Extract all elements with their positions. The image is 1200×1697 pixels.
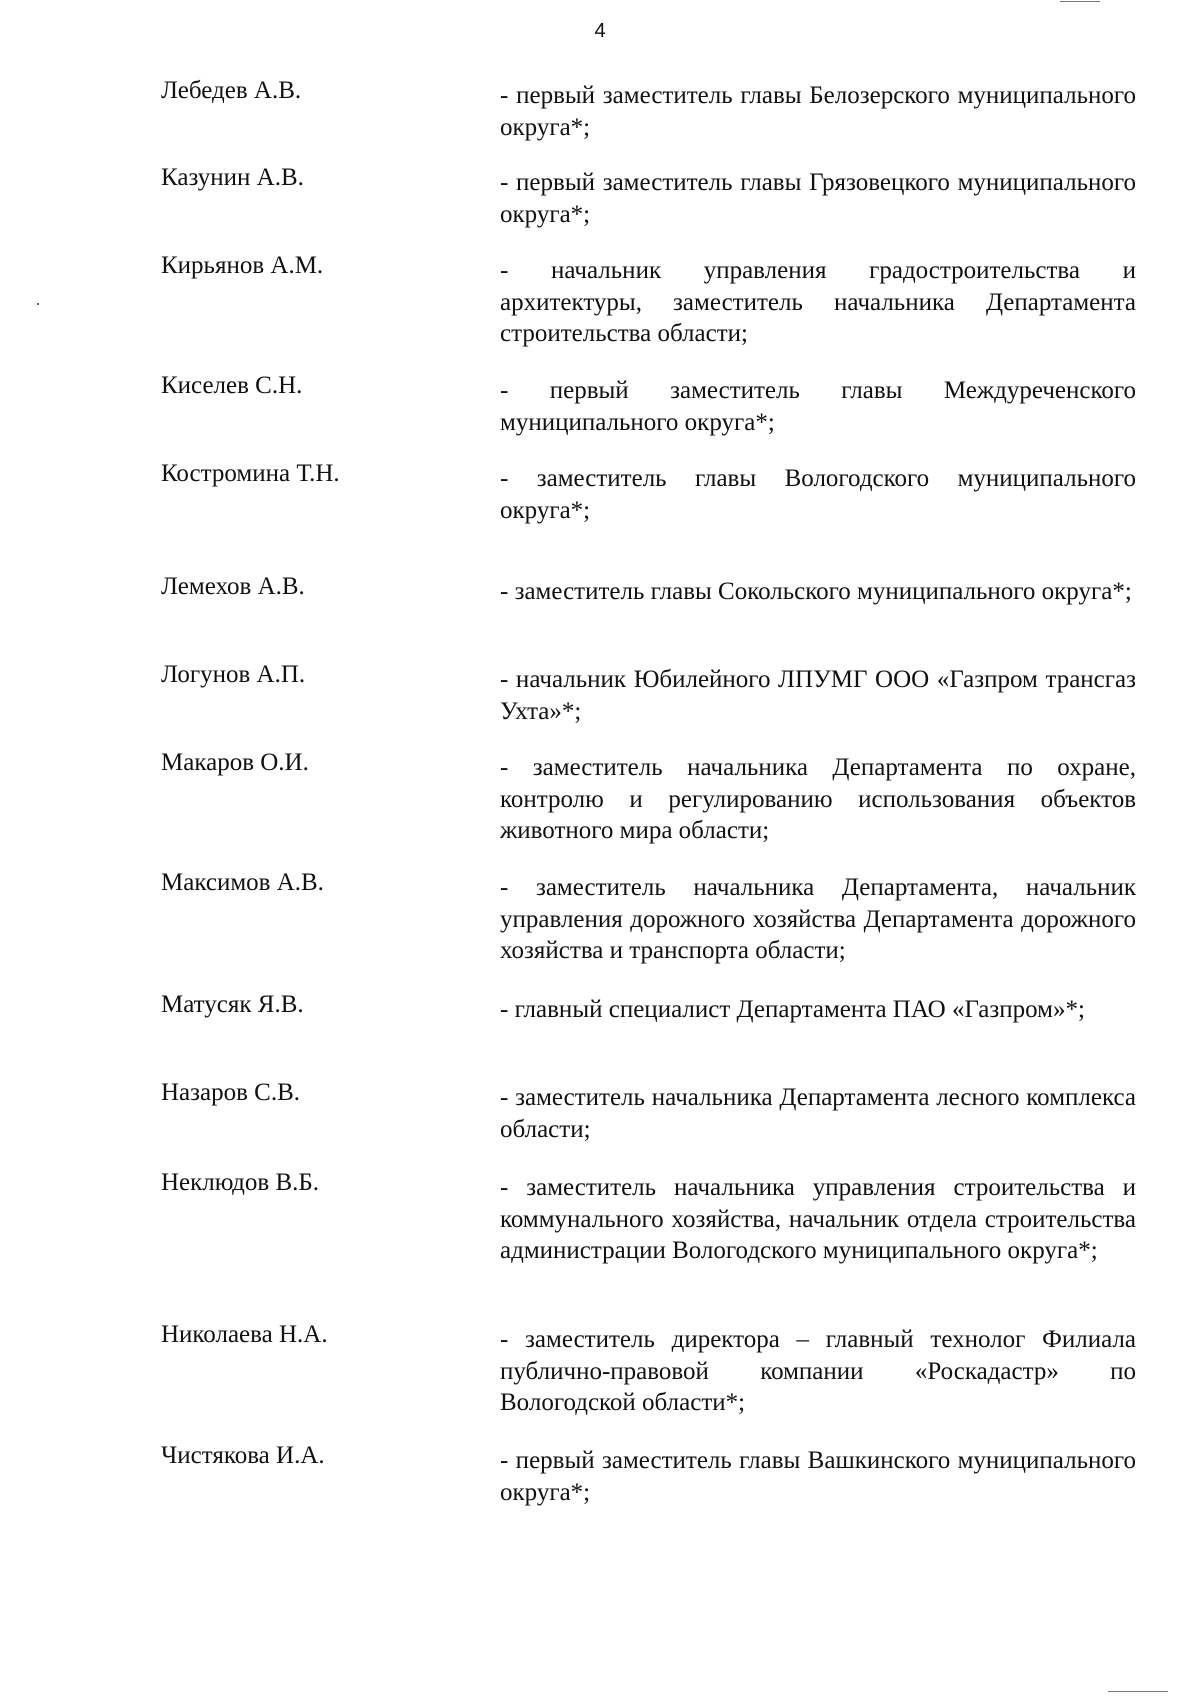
member-position: - начальник Юбилейного ЛПУМГ ООО «Газпром трансгаз Ухта»*;: [500, 666, 1136, 725]
member-position: - первый заместитель главы Грязовецкого муниципального округа*;: [500, 169, 1136, 228]
member-name: Максимов А.В.: [161, 869, 324, 896]
member-name: Киселев С.Н.: [161, 372, 303, 399]
scan-speck: [1108, 1691, 1168, 1692]
member-name: Логунов А.П.: [161, 661, 306, 688]
scan-speck: [37, 303, 39, 305]
member-name: Макаров О.И.: [161, 749, 309, 776]
member-name: Кирьянов А.М.: [161, 252, 324, 279]
page-number: 4: [594, 20, 606, 42]
member-name: Лебедев А.В.: [161, 77, 302, 104]
member-name: Неклюдов В.Б.: [161, 1169, 319, 1196]
member-position: - первый заместитель главы Вашкинского муниципального округа*;: [500, 1447, 1136, 1506]
member-name: Казунин А.В.: [161, 164, 304, 191]
member-position: - заместитель начальника Департамента лесного комплекса области;: [500, 1084, 1136, 1143]
member-name: Матусяк Я.В.: [161, 991, 304, 1018]
member-name: Лемехов А.В.: [161, 573, 305, 600]
member-position: - первый заместитель главы Белозерского муниципального округа*;: [500, 82, 1136, 141]
member-position: - заместитель начальника управления строительства и коммунального хозяйства, начальник отдела строительства администрации Вологодского муниципального округа*;: [500, 1174, 1136, 1264]
member-position: - заместитель главы Сокольского муниципального округа*;: [500, 578, 1132, 605]
member-name: Назаров С.В.: [161, 1079, 301, 1106]
member-position: - заместитель директора – главный технолог Филиала публично-правовой компании «Роскадастр» по Вологодской области*;: [500, 1326, 1136, 1416]
member-position: - заместитель главы Вологодского муниципального округа*;: [500, 465, 1136, 524]
member-position: - начальник управления градостроительства и архитектуры, заместитель начальника Департамента строительства области;: [500, 257, 1136, 347]
member-name: Костромина Т.Н.: [161, 460, 340, 487]
scan-speck: [1060, 1, 1100, 2]
member-position: - заместитель начальника Департамента по охране, контролю и регулированию использования объектов животного мира области;: [500, 754, 1136, 844]
member-name: Николаева Н.А.: [161, 1321, 328, 1348]
member-position: - главный специалист Департамента ПАО «Газпром»*;: [500, 996, 1085, 1023]
member-name: Чистякова И.А.: [161, 1442, 325, 1469]
member-position: - первый заместитель главы Междуреченского муниципального округа*;: [500, 377, 1136, 436]
member-position: - заместитель начальника Департамента, начальник управления дорожного хозяйства Департамента дорожного хозяйства и транспорта области;: [500, 874, 1136, 964]
